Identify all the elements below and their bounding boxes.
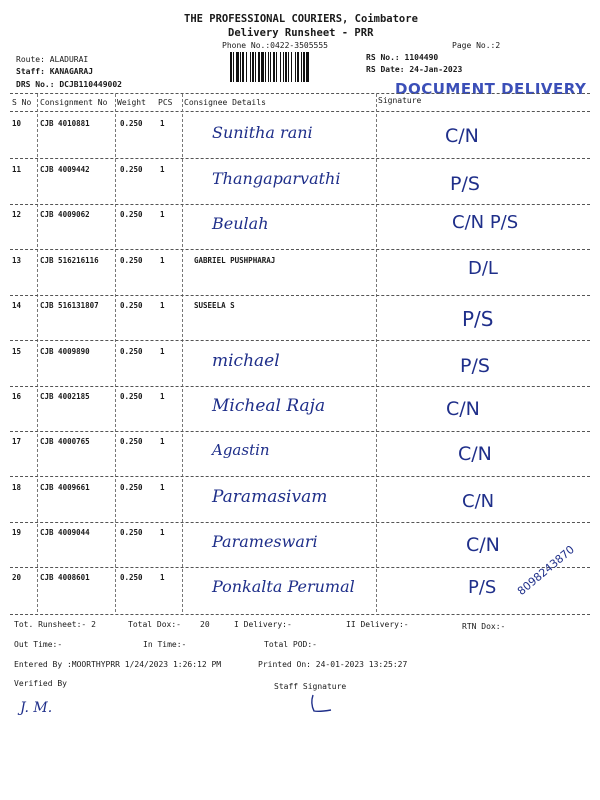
verifier-initials: J. M.	[20, 700, 53, 716]
row-weight: 0.250	[120, 256, 143, 265]
row-signature: C/N	[458, 443, 492, 465]
row-sno: 17	[12, 437, 22, 446]
row-consignment-no: CJB 4002185	[40, 392, 90, 401]
page-number: Page No.:2	[452, 41, 501, 50]
col-consignment: Consignment No	[40, 98, 108, 107]
row-signature: P/S	[462, 307, 494, 331]
rtn-dox: RTN Dox:-	[462, 622, 506, 631]
row-pcs: 1	[160, 165, 165, 174]
row-consignee-handwritten: Paramasivam	[212, 487, 328, 507]
row-consignment-no: CJB 516216116	[40, 256, 99, 265]
col-divider	[182, 94, 183, 612]
row-consignee-handwritten: Ponkalta Perumal	[212, 577, 355, 596]
drs-number: DRS No.: DCJB110449002	[16, 80, 122, 89]
row-divider	[10, 249, 590, 250]
row-consignment-no: CJB 4008601	[40, 573, 90, 582]
row-divider	[10, 386, 590, 387]
header-top-line	[10, 93, 590, 94]
entered-by: Entered By :MOORTHYPRR 1/24/2023 1:26:12 PM	[14, 660, 222, 669]
row-consignee-handwritten: Agastin	[212, 441, 270, 459]
row-weight: 0.250	[120, 437, 143, 446]
row-sno: 12	[12, 210, 22, 219]
row-signature: P/S	[450, 173, 480, 195]
total-pod: Total POD:-	[264, 640, 317, 649]
row-pcs: 1	[160, 437, 165, 446]
row-weight: 0.250	[120, 528, 143, 537]
row-sno: 11	[12, 165, 22, 174]
row-weight: 0.250	[120, 119, 143, 128]
row-consignment-no: CJB 4009062	[40, 210, 90, 219]
staff-signature: Staff Signature	[274, 682, 347, 691]
row-consignee-name: SUSEELA S	[194, 301, 235, 310]
row-pcs: 1	[160, 347, 165, 356]
row-pcs: 1	[160, 528, 165, 537]
i-delivery: I Delivery:-	[234, 620, 292, 629]
col-divider	[115, 94, 116, 612]
out-time: Out Time:-	[14, 640, 63, 649]
row-pcs: 1	[160, 483, 165, 492]
printed-on: Printed On: 24-01-2023 13:25:27	[258, 660, 408, 669]
row-consignment-no: CJB 516131807	[40, 301, 99, 310]
row-divider	[10, 295, 590, 296]
row-consignee-handwritten: Thangaparvathi	[212, 169, 341, 188]
row-pcs: 1	[160, 301, 165, 310]
row-pcs: 1	[160, 573, 165, 582]
staff-signature-mark	[305, 693, 335, 715]
footer-top-line	[10, 614, 590, 615]
row-consignment-no: CJB 4009442	[40, 165, 90, 174]
row-sno: 18	[12, 483, 22, 492]
col-sno: S No	[12, 98, 32, 107]
col-divider	[37, 94, 38, 612]
row-signature: C/N	[445, 125, 479, 147]
total-dox-label: Total Dox:-	[128, 620, 181, 629]
total-dox-value: 20	[200, 620, 210, 629]
row-consignee-name: GABRIEL PUSHPHARAJ	[194, 256, 276, 265]
route-label: Route: ALADURAI	[16, 55, 89, 64]
row-pcs: 1	[160, 210, 165, 219]
row-signature: D/L	[468, 258, 498, 279]
header-bottom-line	[10, 111, 590, 112]
barcode	[230, 52, 358, 82]
row-consignee-handwritten: michael	[212, 351, 280, 371]
col-divider	[376, 94, 377, 612]
handwritten-phone-note: 8098243870	[515, 543, 577, 598]
row-divider	[10, 204, 590, 205]
row-sno: 10	[12, 119, 22, 128]
in-time: In Time:-	[143, 640, 187, 649]
col-weight: Weight	[117, 98, 146, 107]
row-sno: 15	[12, 347, 22, 356]
col-pcs: PCS	[158, 98, 173, 107]
phone-number: Phone No.:0422-3505555	[222, 41, 328, 50]
row-sno: 20	[12, 573, 22, 582]
rs-number: RS No.: 1104490	[366, 53, 439, 62]
row-weight: 0.250	[120, 165, 143, 174]
ii-delivery: II Delivery:-	[346, 620, 409, 629]
row-divider	[10, 158, 590, 159]
row-consignee-handwritten: Sunitha rani	[212, 123, 313, 142]
row-signature: C/N	[462, 491, 495, 512]
row-weight: 0.250	[120, 483, 143, 492]
row-signature: C/N	[466, 534, 500, 556]
row-consignment-no: CJB 4009044	[40, 528, 90, 537]
row-divider	[10, 567, 590, 568]
row-weight: 0.250	[120, 210, 143, 219]
row-sno: 16	[12, 392, 22, 401]
document-delivery-stamp: DOCUMENT DELIVERY	[395, 80, 587, 98]
row-weight: 0.250	[120, 347, 143, 356]
row-divider	[10, 340, 590, 341]
col-signature: Signature	[378, 96, 422, 105]
row-signature: C/N P/S	[452, 212, 519, 233]
row-pcs: 1	[160, 119, 165, 128]
row-pcs: 1	[160, 256, 165, 265]
row-consignment-no: CJB 4009890	[40, 347, 90, 356]
staff-label: Staff: KANAGARAJ	[16, 67, 94, 76]
verified-by: Verified By	[14, 679, 67, 688]
company-name: THE PROFESSIONAL COURIERS, Coimbatore	[184, 13, 418, 25]
row-divider	[10, 522, 590, 523]
row-consignment-no: CJB 4000765	[40, 437, 90, 446]
row-signature: C/N	[446, 398, 480, 420]
row-weight: 0.250	[120, 573, 143, 582]
row-pcs: 1	[160, 392, 165, 401]
row-divider	[10, 476, 590, 477]
col-consignee: Consignee Details	[184, 98, 266, 107]
row-signature: P/S	[460, 355, 490, 377]
row-weight: 0.250	[120, 392, 143, 401]
row-divider	[10, 431, 590, 432]
row-consignee-handwritten: Micheal Raja	[212, 396, 326, 416]
row-consignment-no: CJB 4010881	[40, 119, 90, 128]
row-signature: P/S	[468, 577, 497, 598]
row-consignee-handwritten: Beulah	[212, 214, 269, 233]
row-weight: 0.250	[120, 301, 143, 310]
row-consignee-handwritten: Parameswari	[212, 532, 318, 551]
row-consignment-no: CJB 4009661	[40, 483, 90, 492]
total-runsheet: Tot. Runsheet:- 2	[14, 620, 96, 629]
row-sno: 19	[12, 528, 22, 537]
row-sno: 13	[12, 256, 22, 265]
runsheet-title: Delivery Runsheet - PRR	[228, 27, 374, 39]
rs-date: RS Date: 24-Jan-2023	[366, 65, 463, 74]
row-sno: 14	[12, 301, 22, 310]
